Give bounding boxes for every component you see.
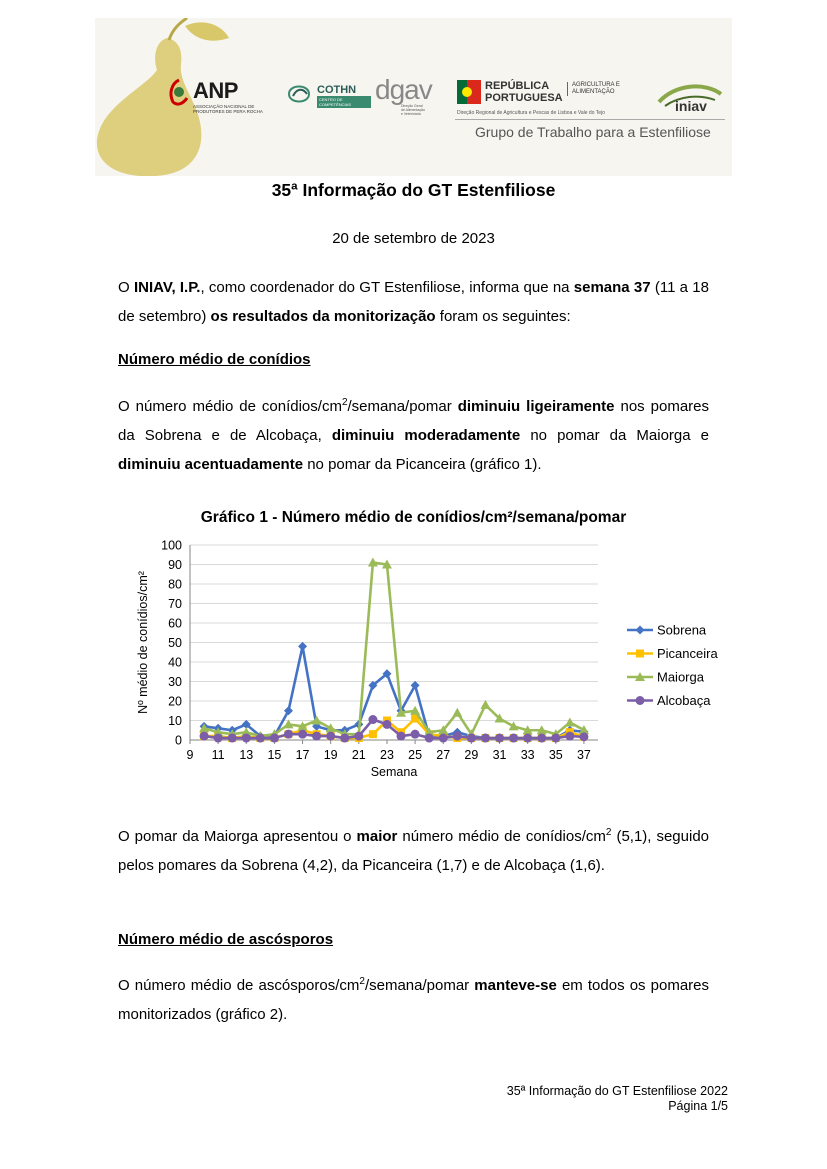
legend-label-maiorga: Maiorga — [657, 669, 704, 685]
x-tick-label: 19 — [323, 748, 338, 762]
dgav-subtitle: Direção Geral de Alimentação e Veterinária — [401, 104, 425, 116]
footer-page-number: Página 1/5 — [668, 1099, 728, 1113]
y-tick-label: 80 — [168, 577, 182, 592]
data-point-alcobaca — [509, 734, 518, 743]
agricultura-mark: AGRICULTURA E ALIMENTAÇÃO — [567, 82, 632, 96]
portuguese-flag-icon — [457, 80, 481, 104]
data-point-alcobaca — [397, 732, 406, 741]
data-point-alcobaca — [382, 720, 391, 729]
y-axis-label: Nº médio de conídios/cm² — [136, 571, 150, 714]
anp-emblem-icon — [167, 78, 191, 106]
data-point-alcobaca — [439, 734, 448, 743]
x-tick-label: 37 — [576, 748, 591, 762]
ascosporos-paragraph: O número médio de ascósporos/$cm^2/semana$/pomar manteve-se em todos os pomares monitorizados (gráfico 2). — [118, 976, 710, 1023]
data-point-alcobaca — [551, 734, 560, 743]
x-tick-label: 21 — [351, 748, 366, 762]
legend-label-alcobaca: Alcobaça — [657, 693, 711, 708]
footer-doc-name: 35ª Informação do GT Estenfiliose 2022 — [506, 1084, 728, 1098]
y-tick-label: 50 — [168, 636, 182, 650]
x-tick-label: 27 — [436, 748, 451, 762]
page-footer — [507, 1084, 728, 1114]
x-tick-label: 35 — [548, 748, 563, 762]
data-point-alcobaca — [453, 732, 462, 741]
x-tick-label: 33 — [520, 748, 535, 762]
x-tick-label: 25 — [408, 748, 423, 762]
y-tick-label: 40 — [168, 655, 182, 670]
maiorga-paragraph: O pomar da Maiorga apresentou o maior número médio de conídios/$cm^2$ (5,1), seguido pelos pomares da Sobrena (4,2), da Picanceira (1,7) e de Alcobaça (1,6). — [118, 827, 710, 874]
section-heading-conidios: Número médio de conídios — [118, 351, 311, 368]
series-line-sobrena — [204, 646, 584, 738]
anp-mark: ANP — [193, 78, 238, 103]
conidios-line-chart — [130, 533, 730, 793]
x-tick-label: 17 — [295, 748, 310, 762]
conidios-paragraph: O número médio de conídios/$cm^2/semana$/pomar diminuiu ligeiramente nos pomares da Sobrena e de Alcobaça, diminuiu moderadamente no pomar da Maiorga e diminuiu acentuadamente no pomar da Picanceira (gráfico 1). — [118, 397, 710, 473]
y-tick-label: 70 — [168, 597, 182, 611]
legend-marker-sobrena — [636, 626, 645, 635]
y-tick-label: 60 — [168, 616, 182, 631]
x-tick-label: 9 — [186, 748, 194, 762]
x-tick-label: 13 — [239, 748, 254, 762]
y-tick-label: 30 — [168, 675, 182, 689]
data-point-alcobaca — [495, 734, 504, 743]
x-tick-label: 29 — [464, 748, 479, 762]
x-tick-label: 11 — [211, 748, 225, 762]
x-axis-label: Semana — [370, 765, 418, 779]
section-heading-ascosporos: Número médio de ascósporos — [118, 931, 334, 948]
cothn-subtitle: CENTRO DE COMPETÊNCIAS — [317, 96, 371, 108]
data-point-alcobaca — [214, 734, 223, 743]
data-point-alcobaca — [537, 734, 546, 743]
data-point-alcobaca — [467, 734, 476, 743]
data-point-alcobaca — [425, 734, 434, 743]
y-tick-label: 90 — [168, 558, 182, 572]
x-tick-label: 31 — [492, 748, 507, 762]
data-point-alcobaca — [523, 734, 532, 743]
intro-paragraph: O INIAV, I.P., como coordenador do GT Estenfiliose, informa que na semana 37 (11 a 18 de setembro) os resultados da monitorização foram os seguintes: — [118, 279, 709, 325]
data-point-alcobaca — [411, 730, 420, 739]
dgav-logo — [375, 74, 432, 116]
data-point-alcobaca — [368, 715, 377, 724]
data-point-alcobaca — [270, 734, 279, 743]
data-point-alcobaca — [354, 732, 363, 741]
republica-portuguesa-logo — [457, 80, 667, 116]
series-line-maiorga — [204, 563, 584, 737]
data-point-alcobaca — [481, 734, 490, 743]
anp-logo — [193, 78, 263, 114]
y-tick-label: 10 — [168, 714, 182, 728]
data-point-alcobaca — [284, 730, 293, 739]
data-point-alcobaca — [312, 732, 321, 741]
y-tick-label: 20 — [168, 694, 182, 709]
data-point-alcobaca — [340, 734, 349, 743]
data-point-alcobaca — [565, 732, 574, 741]
banner-divider — [455, 119, 725, 120]
data-point-alcobaca — [256, 734, 265, 743]
data-point-alcobaca — [228, 734, 237, 743]
legend-marker-alcobaca — [636, 696, 645, 705]
cothn-mark: COTHN — [317, 84, 357, 96]
data-point-alcobaca — [326, 732, 335, 741]
x-tick-label: 15 — [267, 748, 282, 762]
legend-label-picanceira: Picanceira — [657, 646, 718, 661]
dgav-mark: dgav — [375, 74, 432, 105]
drap-subtitle: Direção Regional de Agricultura e Pescas de Lisboa e Vale do Tejo — [457, 110, 605, 116]
cothn-emblem-icon — [285, 80, 313, 108]
cothn-logo — [285, 80, 371, 108]
data-point-maiorga — [452, 708, 462, 717]
header-banner — [95, 18, 732, 176]
data-point-alcobaca — [298, 730, 307, 739]
legend-label-sobrena: Sobrena — [657, 622, 707, 638]
banner-title: Grupo de Trabalho para a Estenfiliose — [475, 124, 711, 140]
republica-mark: REPÚBLICA PORTUGUESA — [485, 80, 563, 104]
data-point-alcobaca — [579, 732, 588, 741]
chart-title: Gráfico 1 - Número médio de conídios/cm²/semana/pomar — [200, 509, 627, 526]
x-tick-label: 23 — [380, 748, 394, 762]
data-point-alcobaca — [200, 732, 209, 741]
data-point-alcobaca — [242, 734, 251, 743]
y-tick-label: 100 — [161, 538, 182, 553]
data-point-sobrena — [298, 642, 307, 651]
y-tick-label: 0 — [175, 733, 182, 748]
iniav-mark: iniav — [675, 98, 707, 114]
document-title: 35ª Informação do GT Estenfiliose — [271, 180, 556, 200]
data-point-maiorga — [565, 717, 575, 726]
anp-subtitle: ASSOCIAÇÃO NACIONAL DE PRODUTORES DE PERA ROCHA — [193, 104, 263, 114]
legend-marker-picanceira — [636, 650, 644, 658]
document-date: 20 de setembro de 2023 — [332, 230, 495, 247]
data-point-picanceira — [369, 730, 377, 738]
